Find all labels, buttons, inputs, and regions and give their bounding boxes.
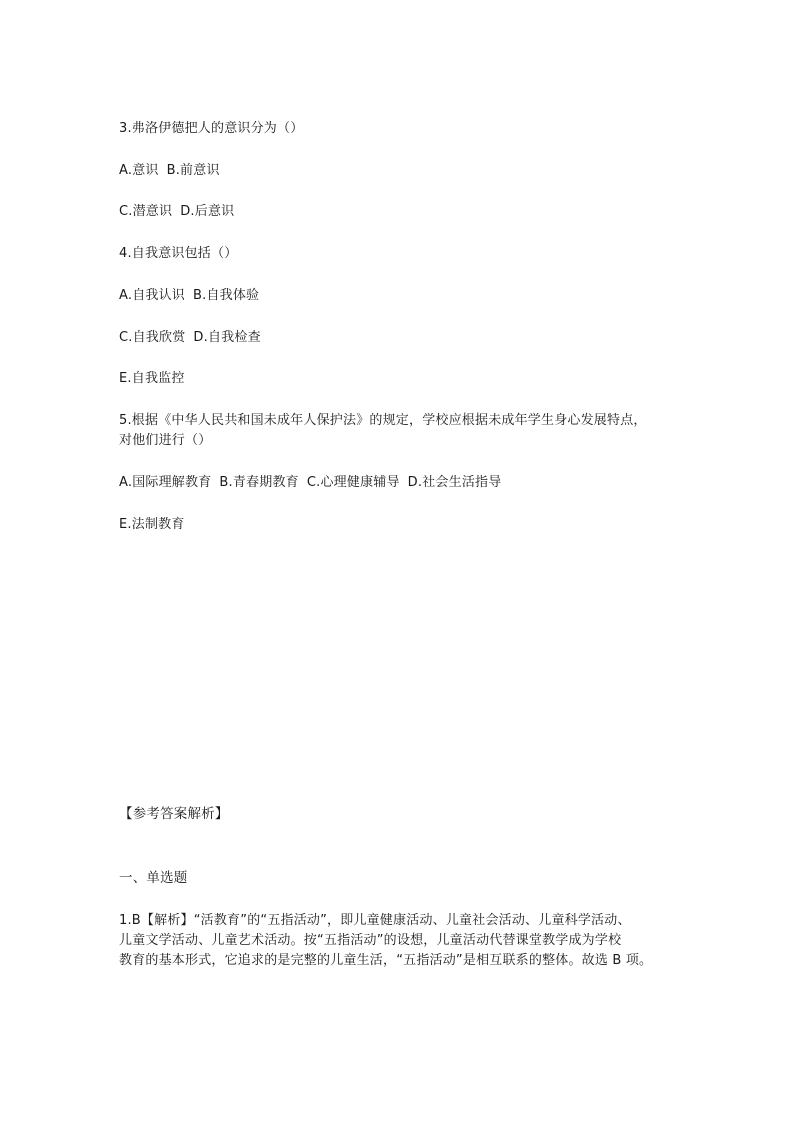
answer-1-line-2: 儿童文学活动、儿童艺术活动。按“五指活动”的设想，儿童活动代替课堂教学成为学校 <box>119 933 622 948</box>
section-heading-single-choice: 一、单选题 <box>119 870 188 886</box>
option-a: A.意识 <box>119 163 159 178</box>
option-d: D.自我检查 <box>193 330 261 345</box>
question-5-options-row-2 <box>119 515 193 534</box>
question-3-stem: 3.弗洛伊德把人的意识分为（） <box>119 121 304 136</box>
question-4-options-row-2 <box>119 328 269 347</box>
question-3-options-row-2 <box>119 202 242 221</box>
option-c: C.潜意识 <box>119 204 173 219</box>
option-c: C.自我欣赏 <box>119 330 186 345</box>
question-4-options-row-3 <box>119 369 193 388</box>
option-e: E.法制教育 <box>119 517 185 532</box>
question-5-stem-line-1: 5.根据《中华人民共和国未成年人保护法》的规定，学校应根据未成年学生身心发展特点， <box>119 413 647 428</box>
question-5-options-row-1 <box>119 473 509 492</box>
answer-key-heading: 【参考答案解析】 <box>119 806 229 822</box>
option-d: D.社会生活指导 <box>407 475 502 490</box>
question-3-options-row-1 <box>119 161 228 180</box>
question-4-options-row-1 <box>119 286 267 305</box>
option-b: B.前意识 <box>166 163 220 178</box>
option-e: E.自我监控 <box>119 371 185 386</box>
answer-1-line-3: 教育的基本形式，它追求的是完整的儿童生活，“五指活动”是相互联系的整体。故选 B 项。 <box>119 953 653 968</box>
option-a: A.国际理解教育 <box>119 475 212 490</box>
option-d: D.后意识 <box>180 204 235 219</box>
question-5-stem-line-2: 对他们进行（） <box>119 433 212 448</box>
option-b: B.青春期教育 <box>219 475 299 490</box>
question-4-stem: 4.自我意识包括（） <box>119 246 238 261</box>
option-a: A.自我认识 <box>119 288 185 303</box>
option-c: C.心理健康辅导 <box>306 475 400 490</box>
answer-1-line-1: 1.B【解析】“活教育”的“五指活动”，即儿童健康活动、儿童社会活动、儿童科学活动、 <box>119 913 631 928</box>
option-b: B.自我体验 <box>193 288 260 303</box>
